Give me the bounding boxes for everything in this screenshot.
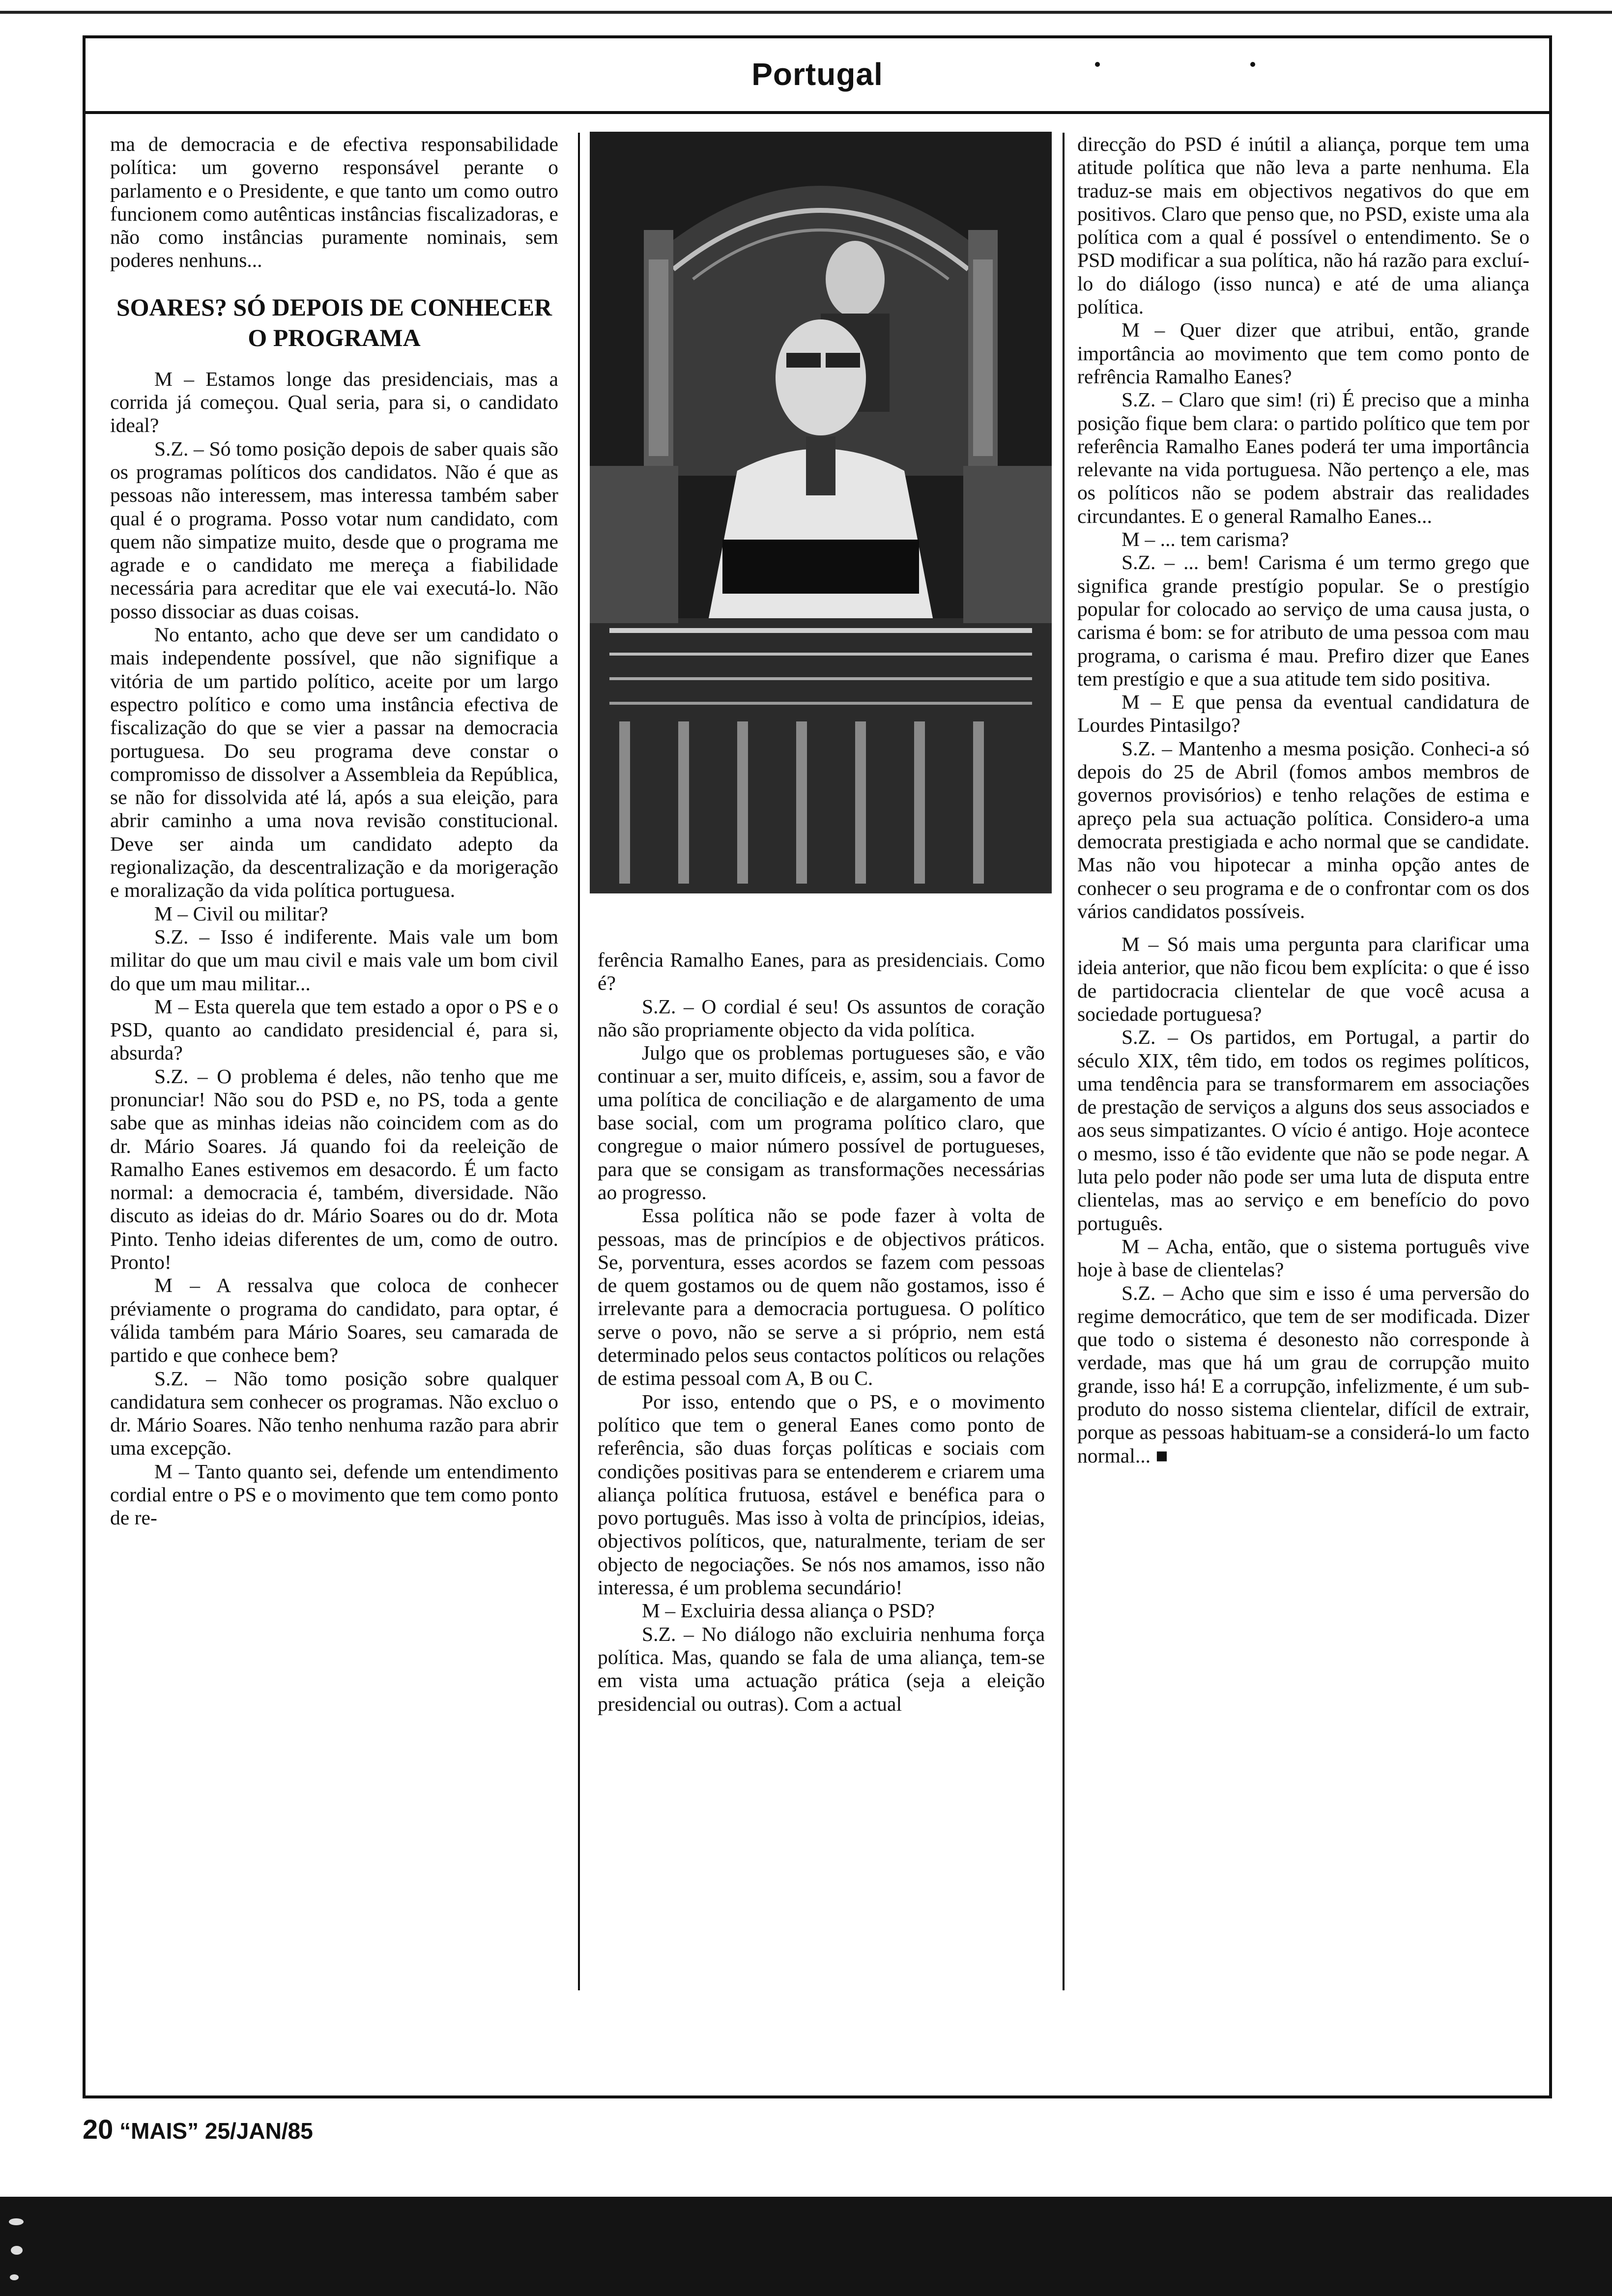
paragraph: S.Z. – Não tomo posição sobre qualquer candidatura sem conhecer os programas. Não excluo o dr. Mário Soares. Não tenho nenhuma razão para abrir uma excepção. bbox=[110, 1367, 558, 1460]
paragraph: ferência Ramalho Eanes, para as presidenciais. Como é? bbox=[598, 948, 1045, 995]
paragraph: M – E que pensa da eventual candidatura de Lourdes Pintasilgo? bbox=[1077, 690, 1529, 737]
paragraph: M – Estamos longe das presidenciais, mas a corrida já começou. Qual seria, para si, o candidato ideal? bbox=[110, 367, 558, 437]
scan-speck bbox=[10, 2274, 19, 2280]
column-rule bbox=[578, 133, 580, 1990]
paragraph: No entanto, acho que deve ser um candidato o mais independente possível, que não signifique a vitória de um partido político, aceite por um largo espectro político e como uma instância efectiva de fiscalização do que se vier a passar na democracia portuguesa. Do seu programa deve constar o compromisso de dissolver a Assembleia da República, se não for dissolvida até lá, após a sua eleição, para abrir caminho a uma nova revisão constitucional. Deve ser ainda um candidato adepto da regionalização, da descentralização e da morigeração e moralização da vida política portuguesa. bbox=[110, 623, 558, 902]
speaker-photo bbox=[590, 132, 1052, 893]
paragraph: S.Z. – No diálogo não excluiria nenhuma força política. Mas, quando se fala de uma aliança, tem-se em vista uma actuação prática (seja a eleição presidencial ou outras). Com a actual bbox=[598, 1622, 1045, 1715]
issue-label: “MAIS” 25/JAN/85 bbox=[119, 2118, 313, 2144]
paragraph: S.Z. – O problema é deles, não tenho que me pronunciar! Não sou do PSD e, no PS, toda a gente sabe que as minhas ideias não coincidem com as do dr. Mário Soares. Já quando foi da reeleição de Ramalho Eanes estivemos em desacordo. É um facto normal: a democracia é, também, diversidade. Não discuto as ideias do dr. Mário Soares ou do dr. Mota Pinto. Tenho ideias diferentes de um, como de outro. Pronto! bbox=[110, 1064, 558, 1274]
scan-edge-band bbox=[0, 2197, 1612, 2296]
paragraph: M – Quer dizer que atribui, então, grande importância ao movimento que tem como ponto de refrência Ramalho Eanes? bbox=[1077, 318, 1529, 388]
paragraph: M – Civil ou militar? bbox=[154, 902, 328, 925]
paragraph: Essa política não se pode fazer à volta de pessoas, mas de princípios e de objectivos práticos. Se, porventura, esses acordos se fazem com pessoas de quem gostamos ou de quem não gostamos, isso é irrelevante para a democracia portuguesa. O político serve o povo, não se serve a si próprio, nem está determinado pelos seus contactos políticos ou relações de estima pessoal com A, B ou C. bbox=[598, 1204, 1045, 1390]
scan-speck bbox=[9, 2218, 24, 2225]
article-subheading: SOARES? SÓ DEPOIS DE CONHECER O PROGRAMA bbox=[116, 293, 552, 351]
top-rule bbox=[0, 11, 1612, 14]
paragraph: Julgo que os problemas portugueses são, e vão continuar a ser, muito difíceis, e, assim, sou a favor de uma política de conciliação e de alargamento de uma base social, com um programa político claro, que congregue o maior número possível de portugueses, para que se consigam as transformações necessárias ao progresso. bbox=[598, 1041, 1045, 1204]
column-rule bbox=[1063, 133, 1065, 1990]
article-column-3 bbox=[1077, 133, 1529, 1467]
page-number: 20 bbox=[83, 2114, 114, 2145]
paragraph: S.Z. – ... bem! Carisma é um termo grego que significa grande prestígio popular. Se o prestígio popular for colocado ao serviço de uma causa justa, o carisma é bom: se for atributo de uma pessoa com mau programa, o carisma é mau. Prefiro dizer que Eanes tem prestígio e que a sua atitude tem sido positiva. bbox=[1077, 551, 1529, 690]
paragraph: S.Z. – Claro que sim! (ri) É preciso que a minha posição fique bem clara: o partido político que tem por referência Ramalho Eanes poderá ter uma importância relevante na vida portuguesa. Não pertenço a ele, mas os políticos não se podem abstrair das realidades circundantes. E o general Ramalho Eanes... bbox=[1077, 388, 1529, 527]
section-title: Portugal bbox=[751, 57, 883, 92]
paragraph: S.Z. – Acho que sim e isso é uma perversão do regime democrático, que tem de ser modificada. Dizer que todo o sistema é desonesto não corresponde à verdade, mas que há um grau de corrupção muito grande, isso há! E a corrupção, infelizmente, é um sub-produto do nosso sistema clientelar, difícil de extrair, porque as pessoas habituam-se a considerá-lo um facto normal... ■ bbox=[1077, 1281, 1529, 1467]
article-column-2 bbox=[598, 948, 1045, 1716]
header-speck bbox=[1095, 62, 1100, 67]
paragraph: M – ... tem carisma? bbox=[1122, 528, 1289, 551]
paragraph: M – Excluiria dessa aliança o PSD? bbox=[642, 1599, 935, 1622]
paragraph-group bbox=[110, 368, 558, 1530]
paragraph: M – Só mais uma pergunta para clarificar uma ideia anterior, que não ficou bem explícita: o que é isso de partidocracia clientelar de que você acusa a sociedade portuguesa? bbox=[1077, 933, 1529, 1025]
paragraph: S.Z. – Só tomo posição depois de saber quais são os programas políticos dos candidatos. Não é que as pessoas não interessem, mas interessa também saber qual é o programa. Posso votar num candidato, com quem não simpatize muito, desde que o programa me agrade e o candidato me mereça a fiabilidade necessária para acreditar que ele vai executá-lo. Não posso dissociar as duas coisas. bbox=[110, 437, 558, 623]
paragraph: ma de democracia e de efectiva responsabilidade política: um governo responsável perante o parlamento e o Presidente, e que tanto um como outro funcionem como autênticas instâncias fiscalizadoras, e não como instâncias puramente nominais, sem poderes nenhuns... bbox=[110, 133, 558, 272]
scan-speck bbox=[11, 2246, 23, 2255]
paragraph: direcção do PSD é inútil a aliança, porque tem uma atitude política que não leva a parte nenhuma. Ela traduz-se mais em objectivos negativos do que em positivos. Claro que penso que, no PSD, existe uma ala política com a qual é possível o entendimento. Se o PSD modificar a sua política, não há razão para excluí-lo do diálogo (isso nunca) e até de uma aliança política. bbox=[1077, 133, 1529, 318]
paragraph: S.Z. – Mantenho a mesma posição. Conheci-a só depois do 25 de Abril (fomos ambos membros de governos provisórios) e tenho relações de estima e apreço pela sua actuação política. Considero-a uma democrata prestigiada e acho normal que se candidate. Mas não vou hipotecar a minha opção antes de conhecer o seu programa e de o confrontar com os dos vários candidatos possíveis. bbox=[1077, 737, 1529, 922]
paragraph: M – Esta querela que tem estado a opor o PS e o PSD, quanto ao candidato presidencial é, para si, absurda? bbox=[110, 995, 558, 1064]
header-speck bbox=[1250, 62, 1255, 67]
photo-illustration bbox=[590, 132, 1052, 893]
paragraph: M – Acha, então, que o sistema português vive hoje à base de clientelas? bbox=[1077, 1234, 1529, 1281]
paragraph: M – Tanto quanto sei, defende um entendimento cordial entre o PS e o movimento que tem como ponto de re- bbox=[110, 1460, 558, 1529]
paragraph: S.Z. – Isso é indiferente. Mais vale um bom militar do que um mau civil e mais vale um bom civil do que um mau militar... bbox=[110, 925, 558, 995]
paragraph: S.Z. – Os partidos, em Portugal, a partir do século XIX, têm tido, em todos os regimes políticos, uma tendência para se transformarem em associações de prestação de serviços a alguns dos seus associados e aos seus simpatizantes. O vício é antigo. Hoje acontece o mesmo, isso é tão evidente que não se pode negar. A luta pelo poder não pode ser uma luta de disputa entre clientelas, mas ao serviço e em benefício do povo português. bbox=[1077, 1026, 1529, 1234]
paragraph: Por isso, entendo que o PS, e o movimento político que tem o general Eanes como ponto de referência, são duas forças políticas e sociais com condições positivas para se entenderem e criarem uma aliança política frutuosa, estável e benéfica para o povo português. Mas isso à volta de princípios, ideias, objectivos políticos, que, naturalmente, teriam de ser objecto de negociações. Se nós nos amamos, isso não interessa, é um problema secundário! bbox=[598, 1390, 1045, 1599]
section-header bbox=[83, 35, 1552, 114]
paragraph: S.Z. – O cordial é seu! Os assuntos de coração não são propriamente objecto da vida política. bbox=[598, 995, 1045, 1041]
page-footer bbox=[83, 2113, 313, 2145]
article-column-1 bbox=[110, 133, 558, 1530]
paragraph: M – A ressalva que coloca de conhecer préviamente o programa do candidato, para optar, é válida também para Mário Soares, seu camarada de partido e que conhece bem? bbox=[110, 1274, 558, 1367]
